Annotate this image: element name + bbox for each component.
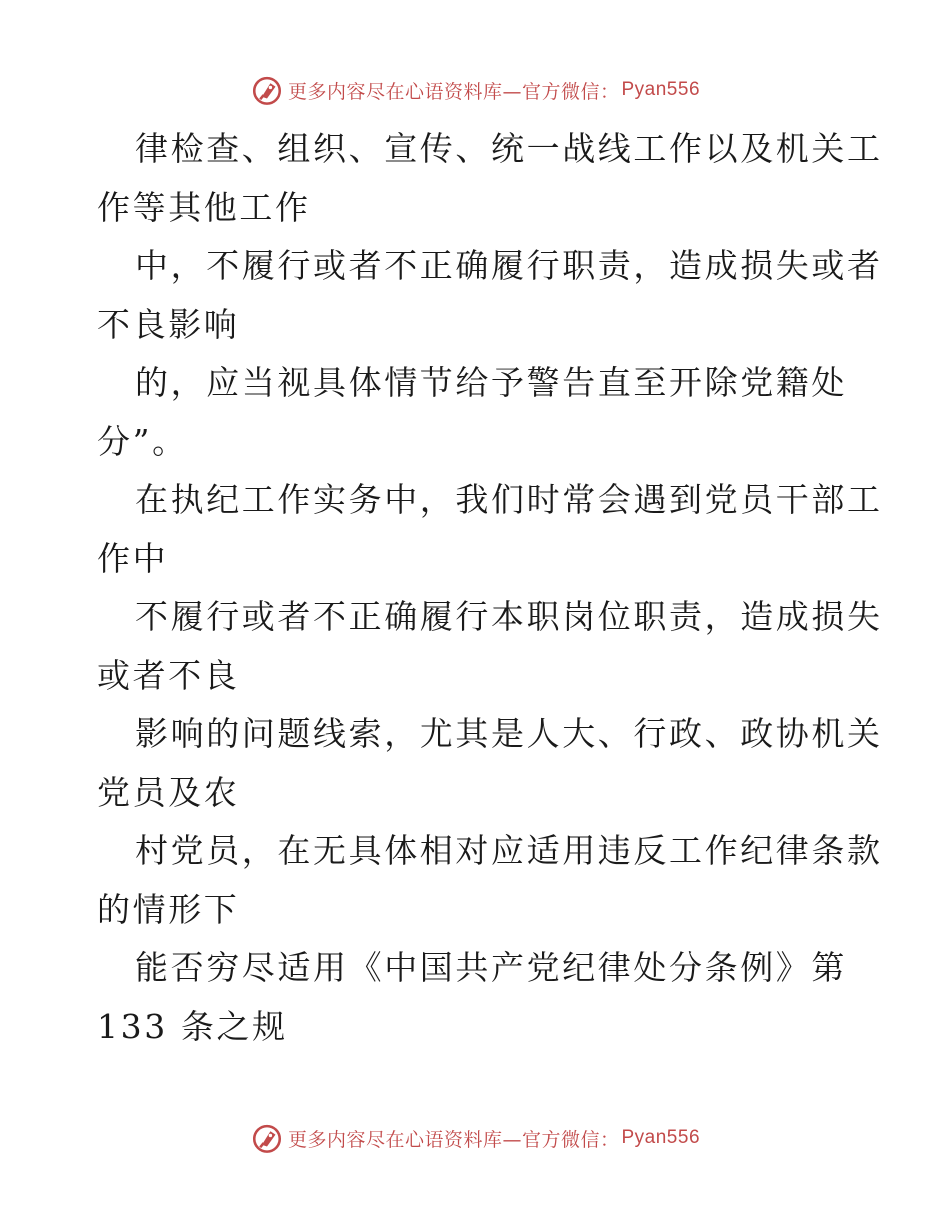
watermark-wechat-id: Pyan556 xyxy=(621,79,701,100)
pen-nib-logo-icon xyxy=(250,73,284,107)
text-line: 中，不履行或者不正确履行职责，造成损失或者 xyxy=(135,246,883,285)
text-line: 的，应当视具体情节给予警告直至开除党籍处 xyxy=(135,363,847,402)
text-line: 在执纪工作实务中，我们时常会遇到党员干部工 xyxy=(135,480,883,519)
text-line: 能否穷尽适用《中国共产党纪律处分条例》第 xyxy=(135,948,847,987)
footer-watermark xyxy=(0,1118,950,1158)
text-line: 的情形下 xyxy=(97,889,240,929)
text-line: 不良影响 xyxy=(97,304,240,344)
watermark-text: 更多内容尽在心语资料库—官方微信： xyxy=(287,80,620,103)
text-line: 分”。 xyxy=(97,421,188,461)
header-watermark xyxy=(0,70,950,110)
text-line: 影响的问题线索，尤其是人大、行政、政协机关 xyxy=(135,714,883,753)
text-line: 党员及农 xyxy=(97,772,240,812)
watermark-text: 更多内容尽在心语资料库—官方微信： xyxy=(287,1128,620,1151)
text-line: 或者不良 xyxy=(97,655,240,695)
pen-nib-logo-icon xyxy=(250,1121,284,1155)
text-line: 作中 xyxy=(97,538,169,578)
text-line: 不履行或者不正确履行本职岗位职责，造成损失 xyxy=(135,597,883,636)
text-line: 律检查、组织、宣传、统一战线工作以及机关工 xyxy=(135,129,883,168)
text-line: 作等其他工作 xyxy=(97,187,311,227)
text-line: 村党员，在无具体相对应适用违反工作纪律条款 xyxy=(135,831,883,870)
watermark-wechat-id: Pyan556 xyxy=(621,1127,701,1148)
body-paragraph xyxy=(97,120,883,1056)
document-body xyxy=(97,120,883,1056)
text-line: 133 条之规 xyxy=(97,1006,288,1046)
